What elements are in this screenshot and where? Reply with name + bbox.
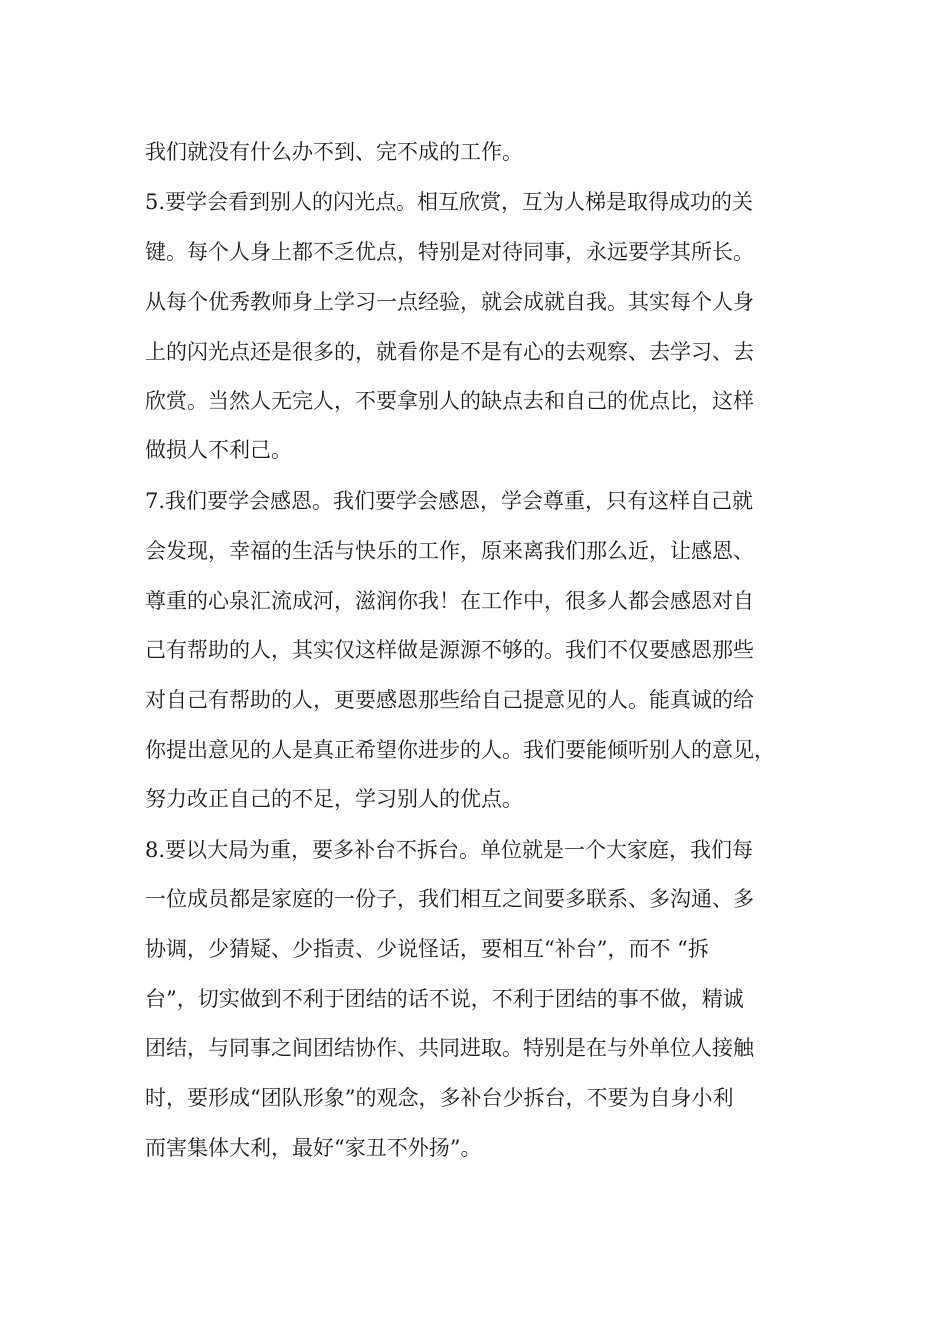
text-line: 我们就没有什么办不到、完不成的工作。 [145, 140, 523, 164]
text-line: 而害集体大利，最好“家丑不外扬”。 [145, 1136, 482, 1160]
text-line: 8.要以大局为重，要多补台不拆台。单位就是一个大家庭，我们每 [145, 838, 754, 862]
text-line: 协调，少猜疑、少指责、少说怪话，要相互“补台”，而不 “拆 [145, 937, 709, 961]
text-line: 团结，与同事之间团结协作、共同进取。特别是在与外单位人接触 [145, 1036, 754, 1060]
text-line: 尊重的心泉汇流成河，滋润你我！在工作中，很多人都会感恩对自 [145, 589, 754, 613]
text-line: 己有帮助的人，其实仅这样做是源源不够的。我们不仅要感恩那些 [145, 638, 754, 662]
text-line: 你提出意见的人是真正希望你进步的人。我们要能倾听别人的意见， [145, 738, 775, 762]
text-line: 努力改正自己的不足，学习别人的优点。 [145, 787, 523, 811]
text-line: 做损人不利己。 [145, 438, 292, 462]
text-line: 上的闪光点还是很多的，就看你是不是有心的去观察、去学习、去 [145, 340, 754, 364]
text-line: 一位成员都是家庭的一份子，我们相互之间要多联系、多沟通、多 [145, 887, 754, 911]
text-line: 对自己有帮助的人，更要感恩那些给自己提意见的人。能真诚的给 [145, 688, 754, 712]
text-line: 5.要学会看到别人的闪光点。相互欣赏，互为人梯是取得成功的关 [145, 190, 754, 214]
text-line: 台”，切实做到不利于团结的话不说，不利于团结的事不做，精诚 [145, 987, 744, 1011]
text-line: 从每个优秀教师身上学习一点经验，就会成就自我。其实每个人身 [145, 290, 754, 314]
text-line: 键。每个人身上都不乏优点，特别是对待同事，永远要学其所长。 [145, 240, 754, 264]
text-line: 欣赏。当然人无完人，不要拿别人的缺点去和自己的优点比，这样 [145, 389, 754, 413]
text-line: 会发现，幸福的生活与快乐的工作，原来离我们那么近，让感恩、 [145, 539, 754, 563]
text-line: 7.我们要学会感恩。我们要学会感恩，学会尊重，只有这样自己就 [145, 489, 754, 513]
text-line: 时，要形成“团队形象”的观念，多补台少拆台，不要为自身小利 [145, 1086, 734, 1110]
